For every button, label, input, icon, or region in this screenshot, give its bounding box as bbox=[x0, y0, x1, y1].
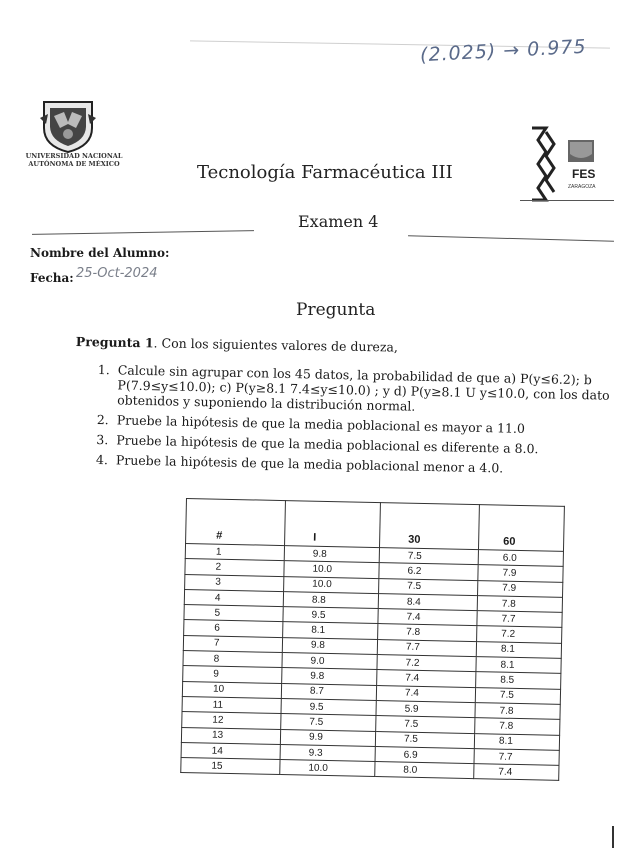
page-edge-mark bbox=[612, 826, 614, 848]
column-header: I bbox=[285, 501, 381, 548]
table-cell: 8.7 bbox=[281, 683, 376, 700]
hardness-table bbox=[180, 498, 565, 781]
question-text: . Con los siguientes valores de dureza, bbox=[153, 335, 399, 355]
list-item bbox=[97, 362, 616, 418]
item-text: Calcule sin agrupar con los 45 datos, la probabilidad de que a) P(y≤6.2); b P(7.9≤y≤10.0); c) P(y≥8.1 7.4≤y≤10.0) ; y d) P(y≥8.1 U y≤10.0, con los dato obtenidos y suponiendo la distribución normal. bbox=[117, 362, 610, 414]
table-cell: 5 bbox=[184, 605, 283, 622]
table-body bbox=[181, 544, 564, 781]
divider-left bbox=[32, 230, 254, 235]
table-cell: 7.9 bbox=[478, 565, 563, 582]
hardness-table-wrapper bbox=[180, 498, 565, 781]
table-cell: 7.5 bbox=[375, 731, 474, 748]
table-cell: 7.4 bbox=[378, 609, 477, 626]
table-cell: 9.5 bbox=[281, 699, 376, 716]
table-cell: 1 bbox=[185, 544, 284, 561]
table-cell: 7.2 bbox=[377, 655, 476, 672]
table-cell: 7.2 bbox=[477, 626, 562, 643]
item-number: 4. bbox=[95, 451, 109, 468]
table-cell: 8.4 bbox=[378, 593, 477, 610]
question-intro bbox=[76, 334, 616, 358]
fes-label: FES bbox=[572, 167, 596, 181]
student-name-label: Nombre del Alumno: bbox=[30, 246, 170, 260]
item-number: 1. bbox=[97, 362, 110, 378]
table-cell: 11 bbox=[182, 696, 281, 713]
column-header: 60 bbox=[478, 505, 564, 552]
table-cell: 6.9 bbox=[375, 746, 474, 763]
table-cell: 7.5 bbox=[376, 716, 475, 733]
table-cell: 7.4 bbox=[377, 670, 476, 687]
table-cell: 12 bbox=[182, 712, 281, 729]
table-cell: 9.3 bbox=[280, 744, 375, 761]
table-cell: 7.5 bbox=[475, 687, 560, 704]
table-cell: 8 bbox=[183, 651, 282, 668]
table-header-row bbox=[186, 499, 565, 552]
table-cell: 9.9 bbox=[280, 729, 375, 746]
table-cell: 7.7 bbox=[474, 748, 559, 765]
table-cell: 9.8 bbox=[282, 668, 377, 685]
divider-right bbox=[408, 235, 614, 241]
table-cell: 8.1 bbox=[283, 622, 378, 639]
table-cell: 8.5 bbox=[476, 672, 561, 689]
column-header: 30 bbox=[380, 503, 480, 550]
table-cell: 8.0 bbox=[375, 762, 474, 779]
section-title: Pregunta bbox=[296, 300, 376, 320]
table-cell: 14 bbox=[181, 742, 280, 759]
table-cell: 4 bbox=[184, 589, 283, 606]
course-title: Tecnología Farmacéutica III bbox=[197, 162, 453, 183]
table-cell: 10 bbox=[182, 681, 281, 698]
table-cell: 7.8 bbox=[475, 718, 560, 735]
question-items bbox=[96, 362, 616, 483]
table-cell: 7.5 bbox=[379, 578, 478, 595]
table-cell: 7.4 bbox=[376, 685, 475, 702]
table-cell: 15 bbox=[181, 758, 280, 775]
table-cell: 10.0 bbox=[284, 576, 379, 593]
table-cell: 10.0 bbox=[280, 760, 375, 777]
table-cell: 3 bbox=[185, 574, 284, 591]
table-cell: 2 bbox=[185, 559, 284, 576]
table-cell: 9.8 bbox=[282, 637, 377, 654]
table-cell: 6 bbox=[184, 620, 283, 637]
table-cell: 8.8 bbox=[283, 591, 378, 608]
table-cell: 6.2 bbox=[379, 563, 478, 580]
unam-name: UNIVERSIDAD NACIONAL AUTÓNOMA DE MÉXICO bbox=[25, 152, 123, 168]
item-text: Pruebe la hipótesis de que la media poblacional es mayor a 11.0 bbox=[116, 412, 526, 436]
question-number: Pregunta 1 bbox=[75, 334, 154, 351]
handwritten-score: (2.025) → 0.975 bbox=[419, 35, 588, 67]
date-label: Fecha: bbox=[30, 271, 74, 285]
item-number: 2. bbox=[96, 411, 109, 428]
date-value: 25-Oct-2024 bbox=[76, 266, 158, 281]
item-number: 3. bbox=[96, 431, 109, 448]
table-cell: 7 bbox=[183, 635, 282, 652]
table-cell: 9.5 bbox=[283, 607, 378, 624]
table-cell: 7.8 bbox=[477, 596, 562, 613]
table-cell: 10.0 bbox=[284, 561, 379, 578]
table-cell: 8.1 bbox=[474, 733, 559, 750]
table-cell: 7.8 bbox=[378, 624, 477, 641]
table-cell: 8.1 bbox=[476, 641, 561, 658]
logo-rule bbox=[520, 200, 614, 201]
table-cell: 9.0 bbox=[282, 653, 377, 670]
table-cell: 8.1 bbox=[476, 657, 561, 674]
table-cell: 7.5 bbox=[281, 714, 376, 731]
table-cell: 7.7 bbox=[377, 639, 476, 656]
table-cell: 9 bbox=[183, 666, 282, 683]
table-cell: 7.5 bbox=[379, 548, 478, 565]
exam-title: Examen 4 bbox=[298, 212, 379, 231]
fes-sublabel: ZARAGOZA bbox=[568, 184, 596, 190]
table-cell: 7.9 bbox=[478, 580, 563, 597]
fes-zaragoza-logo-icon bbox=[524, 122, 606, 206]
unam-crest-icon bbox=[38, 98, 98, 154]
column-header: # bbox=[186, 499, 286, 546]
table-cell: 5.9 bbox=[376, 700, 475, 717]
table-cell: 7.8 bbox=[475, 703, 560, 720]
item-text: Pruebe la hipótesis de que la media poblacional menor a 4.0. bbox=[115, 452, 504, 476]
table-cell: 6.0 bbox=[478, 550, 563, 567]
table-cell: 13 bbox=[181, 727, 280, 744]
table-cell: 9.8 bbox=[284, 546, 379, 563]
item-text: Pruebe la hipótesis de que la media poblacional es diferente a 8.0. bbox=[116, 432, 539, 457]
table-cell: 7.7 bbox=[477, 611, 562, 628]
table-cell: 7.4 bbox=[474, 764, 559, 781]
